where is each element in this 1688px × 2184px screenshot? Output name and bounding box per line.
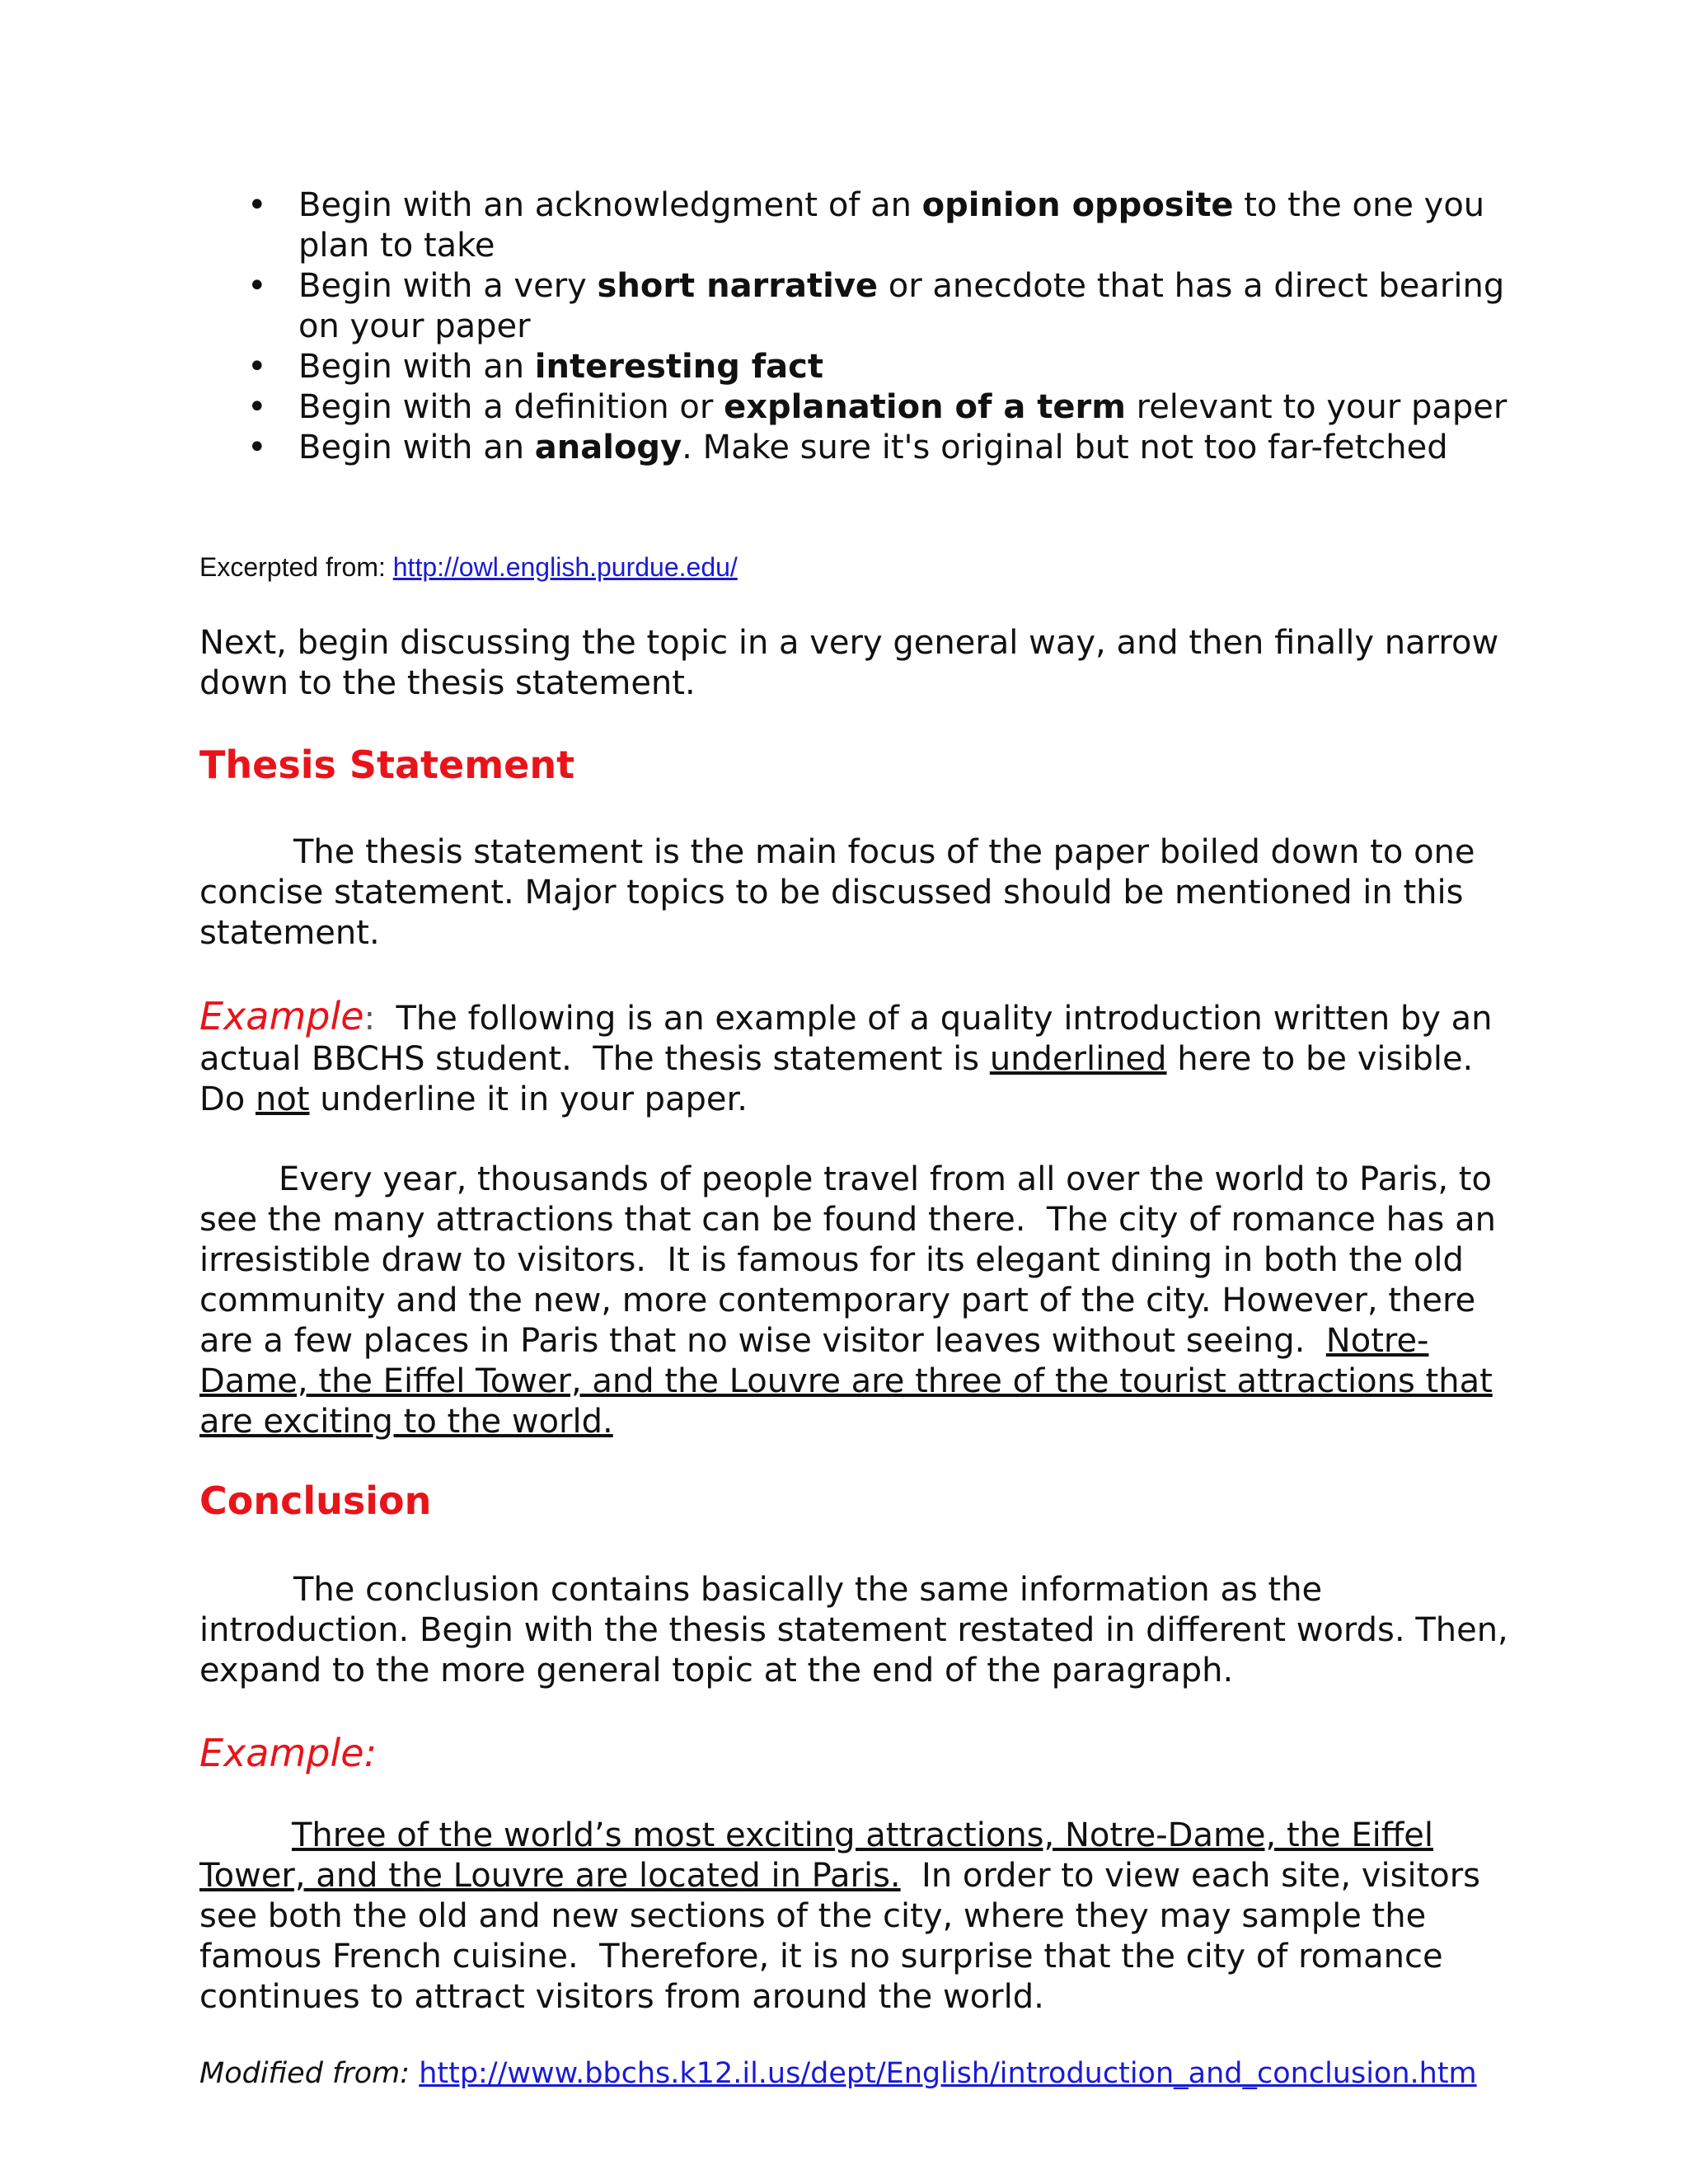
list-item: • Begin with an interesting fact [247,348,823,386]
sample-conclusion: Three of the world’s most exciting attractions, Notre-Dame, the Eiffel Tower, and the Louvre are located in Paris. In order to view each site, visitors see both the old and new sections of the city, where they may sample the famous French cuisine. Therefore, it is no surprise that the city of romance continues to attract visitors from around the world. [199,1816,1491,2016]
list-item: • Begin with a very short narrative or anecdote that has a direct bearing on your paper [247,267,1505,345]
bullet-icon: • [247,429,267,466]
thesis-heading: Thesis Statement [199,743,575,787]
bullet-icon: • [247,348,267,386]
thesis-example-paragraph: Example: The following is an example of a quality introduction written by an actual BBCHS student. The thesis statement is underlined here to be visible. Do not underline it in your paper. [199,994,1503,1118]
thesis-body: The thesis statement is the main focus of the paper boiled down to one concise statement. Major topics to be discussed should be mentioned in this statement. [199,833,1475,952]
sample-introduction: Every year, thousands of people travel from all over the world to Paris, to see the many attractions that can be found there. The city of romance has an irresistible draw to visitors. It is famous for its elegant dining in both the old community and the new, more contemporary part of the city. However, there are a few places in Paris that no wise visitor leaves without seeing. Notre-Dame, the Eiffel Tower, and the Louvre are three of the tourist attractions that are exciting to the world. [199,1160,1507,1441]
bullet-icon: • [247,388,267,426]
conclusion-body: The conclusion contains basically the same information as the introduction. Begin with the thesis statement restated in different words. Then, expand to the more general topic at the end of the paragraph. [199,1571,1508,1690]
modified-citation [199,2055,1518,2092]
bullet-icon: • [247,186,267,224]
excerpt-label: Excerpted from: [199,552,393,582]
list-item: • Begin with an acknowledgment of an opinion opposite to the one you plan to take [247,186,1485,265]
restated-thesis: Three of the world’s most exciting attractions, Notre-Dame, the Eiffel Tower, and the Louvre are located in Paris. [199,1816,1433,1895]
sample-thesis-statement: Notre-Dame, the Eiffel Tower, and the Louvre are three of the tourist attractions that are exciting to the world. [199,1322,1493,1441]
conclusion-heading: Conclusion [199,1479,432,1523]
excerpt-citation [199,551,1518,583]
conclusion-example-label: Example: [199,1731,377,1775]
list-item: • Begin with a definition or explanation of a term relevant to your paper [247,388,1507,426]
owl-purdue-link[interactable]: http://owl.english.purdue.edu/ [392,552,738,582]
bbchs-link[interactable]: http://www.bbchs.k12.il.us/dept/English/introduction_and_conclusion.htm [419,2057,1477,2090]
intro-strategies-list [199,185,1518,468]
next-paragraph: Next, begin discussing the topic in a very general way, and then finally narrow down to the thesis statement. [199,624,1499,702]
bullet-icon: • [247,267,267,305]
modified-label: Modified from: [199,2057,420,2090]
list-item: • Begin with an analogy. Make sure it's original but not too far-fetched [247,429,1448,466]
example-label: Example [199,994,364,1038]
